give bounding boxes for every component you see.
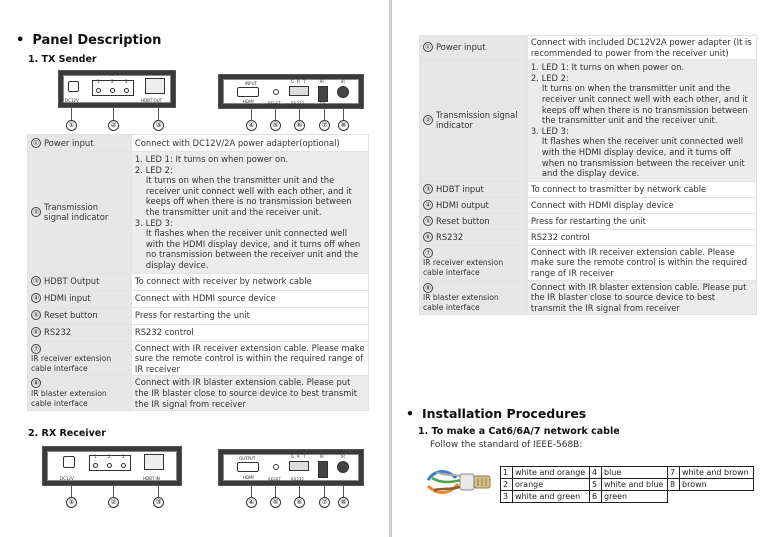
rx-callout-5: ⑤ [270,497,281,508]
rs232-terminal [289,86,309,96]
right-page [392,0,781,537]
table-row: ③ HDBT input To connect to trasmitter by network cable [420,181,757,197]
rx-callout-7: ⑦ [319,497,330,508]
hdbt-out-label: HDBT OUT [141,98,163,103]
table-row: ⑦IR receiver extension cable interface Connect with IR receiver extension cable. Please make sure the remote control is within the required range of IR receiver [420,245,757,280]
dc12v-jack [63,456,75,468]
rs232-r-label: R [297,79,300,84]
table-row: ⑧IR blaster extension cable interface Connect with IR blaster extension cable. Please put the IR blaster close to source device to best transmit the IR signal from receiver [28,376,369,411]
row-label: HDMI output [436,200,489,211]
tx-callout-6: ⑥ [294,120,305,131]
hdbt-out-port [145,78,165,94]
row-label: Power input [436,42,486,53]
led-2 [110,88,115,93]
row-value: Connect with IR receiver extension cable. Please make sure the remote control is within the required range of IR receiver [527,245,756,280]
row-label: HDBT input [436,184,484,195]
row-label: Transmission signal indicator [44,201,109,223]
row-value: To connect to trasmitter by network cable [527,181,756,197]
rs232-label: RS232 [291,477,304,482]
led-3 [124,88,129,93]
tx-callout-5: ⑤ [270,120,281,131]
tx-callout-3: ③ [153,120,164,131]
table-row: ① Power input Connect with included DC12V2A power adapter (It is recommended to power from the receiver unit) [420,36,757,60]
tx-back-panel [218,74,364,109]
row-label: Reset button [44,310,98,321]
left-page [0,0,390,537]
row-value: To connect with receiver by network cable [131,273,368,290]
row-value: Connect with IR blaster extension cable. Please put the IR blaster close to source device to best transmit the IR signal from receiver [131,376,368,411]
row-value: Press for restarting the unit [131,307,368,324]
rx-callout-3: ③ [153,497,164,508]
network-cable-illustration [422,460,498,506]
table-row: ① Power input Connect with DC12V/2A power adapter(optional) [28,135,369,152]
rs232-t-label: T [303,454,306,459]
ir-blaster-port [337,461,349,473]
tx-callout-1: ① [66,120,77,131]
row-value: 1. LED 1: It turns on when power on. 2. LED 2: It turns on when the transmitter unit and the receiver unit connect well with each other, and it keeps off when there is no transmission between the transmitter unit and the receiver unit. 3. LED 3: It flashes when the receiver unit connected well with the HDMI display device, and it turns off when no transmission between the receiver unit and the display device. [527,60,756,182]
install-step-1: 1. To make a Cat6/6A/7 network cable [418,426,620,437]
led-2-label: 2 [111,79,114,84]
row-label: RS232 [436,232,464,243]
tx-callout-8: ⑧ [338,120,349,131]
hdmi-label: HDMI [243,475,254,480]
row-label: HDBT Output [44,276,100,287]
rx-front-panel [42,446,182,486]
installation-procedures-heading: • Installation Procedures [406,406,587,421]
table-row: 3 white and green 6 green [501,491,754,503]
rx-callout-8: ⑧ [338,497,349,508]
rx-callout-2: ② [108,497,119,508]
row-label: Reset button [436,216,490,227]
rx-panel-table [419,35,757,315]
led-1-label: 1 [94,454,97,459]
rs232-label: RS232 [291,101,304,106]
table-row: ⑥ RS232 RS232 control [420,229,757,245]
hdbt-in-label: HDBT IN [143,476,160,481]
rs232-terminal [289,461,309,471]
row-value: Connect with DC12V/2A power adapter(optional) [131,135,368,152]
reset-button [273,89,279,95]
reset-button [273,464,279,470]
led-1 [96,88,101,93]
hdmi-output-port [237,462,259,472]
tx-front-panel [58,70,176,108]
row-value: RS232 control [131,324,368,341]
ir-label: IR [320,79,324,84]
ir-receiver-port [318,461,328,478]
output-label: OUTPUT [239,456,256,461]
dc12v-jack [68,81,79,92]
install-standard-text: Follow the standard of IEEE-568B: [430,440,583,450]
row-value: Connect with IR receiver extension cable. Please make sure the remote control is within the required range of IR receiver [131,341,368,376]
led-2-label: 2 [108,454,111,459]
ir-blaster-label: IR [341,454,345,459]
row-value: Press for restarting the unit [527,213,756,229]
table-row: ⑧IR blaster extension cable interface Connect with IR blaster extension cable. Please put the IR blaster close to source device to best transmit the IR signal from receiver [420,280,757,315]
row-label: RS232 [44,327,72,338]
led-2 [107,463,112,468]
row-label: IR receiver extension cable interface [31,354,112,373]
rx-receiver-subheading: 2. RX Receiver [28,428,106,439]
rs232-g-label: G [291,79,295,84]
reset-label: RESET [268,477,281,482]
table-row: 1 white and orange 4 blue 7 white and brown [501,467,754,479]
rx-back-panel [218,449,364,486]
ir-blaster-port [337,86,349,98]
hdmi-input-port [237,87,259,97]
hdmi-label: HDMI [243,99,254,104]
reset-label: RESET [268,101,281,106]
table-row: ⑦IR receiver extension cable interface Connect with IR receiver extension cable. Please make sure the remote control is within the required range of IR receiver [28,341,369,376]
led-3 [121,463,126,468]
ir-5v-label: 5V [320,101,326,106]
hdbt-in-port [144,454,164,470]
row-value: Connect with included DC12V2A power adapter (It is recommended to power from the receiver unit) [527,36,756,60]
panel-description-heading: • Panel Description [16,33,162,48]
row-value: Connect with IR blaster extension cable. Please put the IR blaster close to source device to best transmit the IR signal from receiver [527,280,756,315]
row-value: 1. LED 1: It turns on when power on. 2. LED 2: It turns on when the transmitter unit and the receiver unit connect well with each other, and it keeps off when there is no transmission between the transmitter unit and the receiver unit. 3. LED 3: It flashes when the receiver unit connected well with the HDMI display device, and it turns off when no transmission between the receiver unit and the display device. [131,152,368,274]
rx-callout-6: ⑥ [294,497,305,508]
row-value: Connect with HDMI source device [131,290,368,307]
tx-panel-table [27,134,369,411]
table-row: 2 orange 5 white and blue 8 brown [501,479,754,491]
tx-sender-subheading: 1. TX Sender [28,54,97,65]
dc12v-label: DC12V [65,98,79,103]
row-value: RS232 control [527,229,756,245]
ieee-568b-wiring-table [500,466,754,503]
table-row: ④ HDMI output Connect with HDMI display device [420,197,757,213]
tx-callout-7: ⑦ [319,120,330,131]
tx-callout-4: ④ [246,120,257,131]
input-label: INPUT [245,81,257,86]
ir-blaster-label: IR [341,79,345,84]
row-label: IR blaster extension cable interface [423,293,499,312]
led-1-label: 1 [97,79,100,84]
led-1 [93,463,98,468]
table-row: ④ HDMI input Connect with HDMI source device [28,290,369,307]
ir-receiver-port [318,86,328,102]
table-row: ⑤ Reset button Press for restarting the unit [420,213,757,229]
tx-callout-2: ② [108,120,119,131]
row-label: IR receiver extension cable interface [423,258,504,277]
row-label: IR blaster extension cable interface [31,388,107,408]
dc12v-label: DC12V [60,476,74,481]
rx-callout-1: ① [66,497,77,508]
rs232-g-label: G [291,454,295,459]
table-row: ③ HDBT Output To connect with receiver by network cable [28,273,369,290]
row-label: Power input [44,137,94,148]
row-label: Transmission signal indicator [436,109,518,131]
table-row: ②Transmission signal indicator 1. LED 1: It turns on when power on. 2. LED 2: It turns on when the transmitter unit and the receiver unit connect well with each other, and it keeps off when there is no transmission between the transmitter unit and the receiver unit. 3. LED 3: It flashes when the receiver unit connected well with the HDMI display device, and it turns off when no transmission between the receiver unit and the display device. [28,152,369,274]
led-3-label: 3 [122,454,125,459]
row-label: HDMI input [44,293,91,304]
table-row: ⑤ Reset button Press for restarting the unit [28,307,369,324]
ir-label: IR [320,454,324,459]
rx-callout-4: ④ [246,497,257,508]
led-3-label: 3 [125,79,128,84]
rs232-r-label: R [297,454,300,459]
table-row: ②Transmission signal indicator 1. LED 1: It turns on when power on. 2. LED 2: It turns on when the transmitter unit and the receiver unit connect well with each other, and it keeps off when there is no transmission between the transmitter unit and the receiver unit. 3. LED 3: It flashes when the receiver unit connected well with the HDMI display device, and it turns off when no transmission between the receiver unit and the display device. [420,60,757,182]
table-row: ⑥ RS232 RS232 control [28,324,369,341]
row-value: Connect with HDMI display device [527,197,756,213]
rs232-t-label: T [303,79,306,84]
